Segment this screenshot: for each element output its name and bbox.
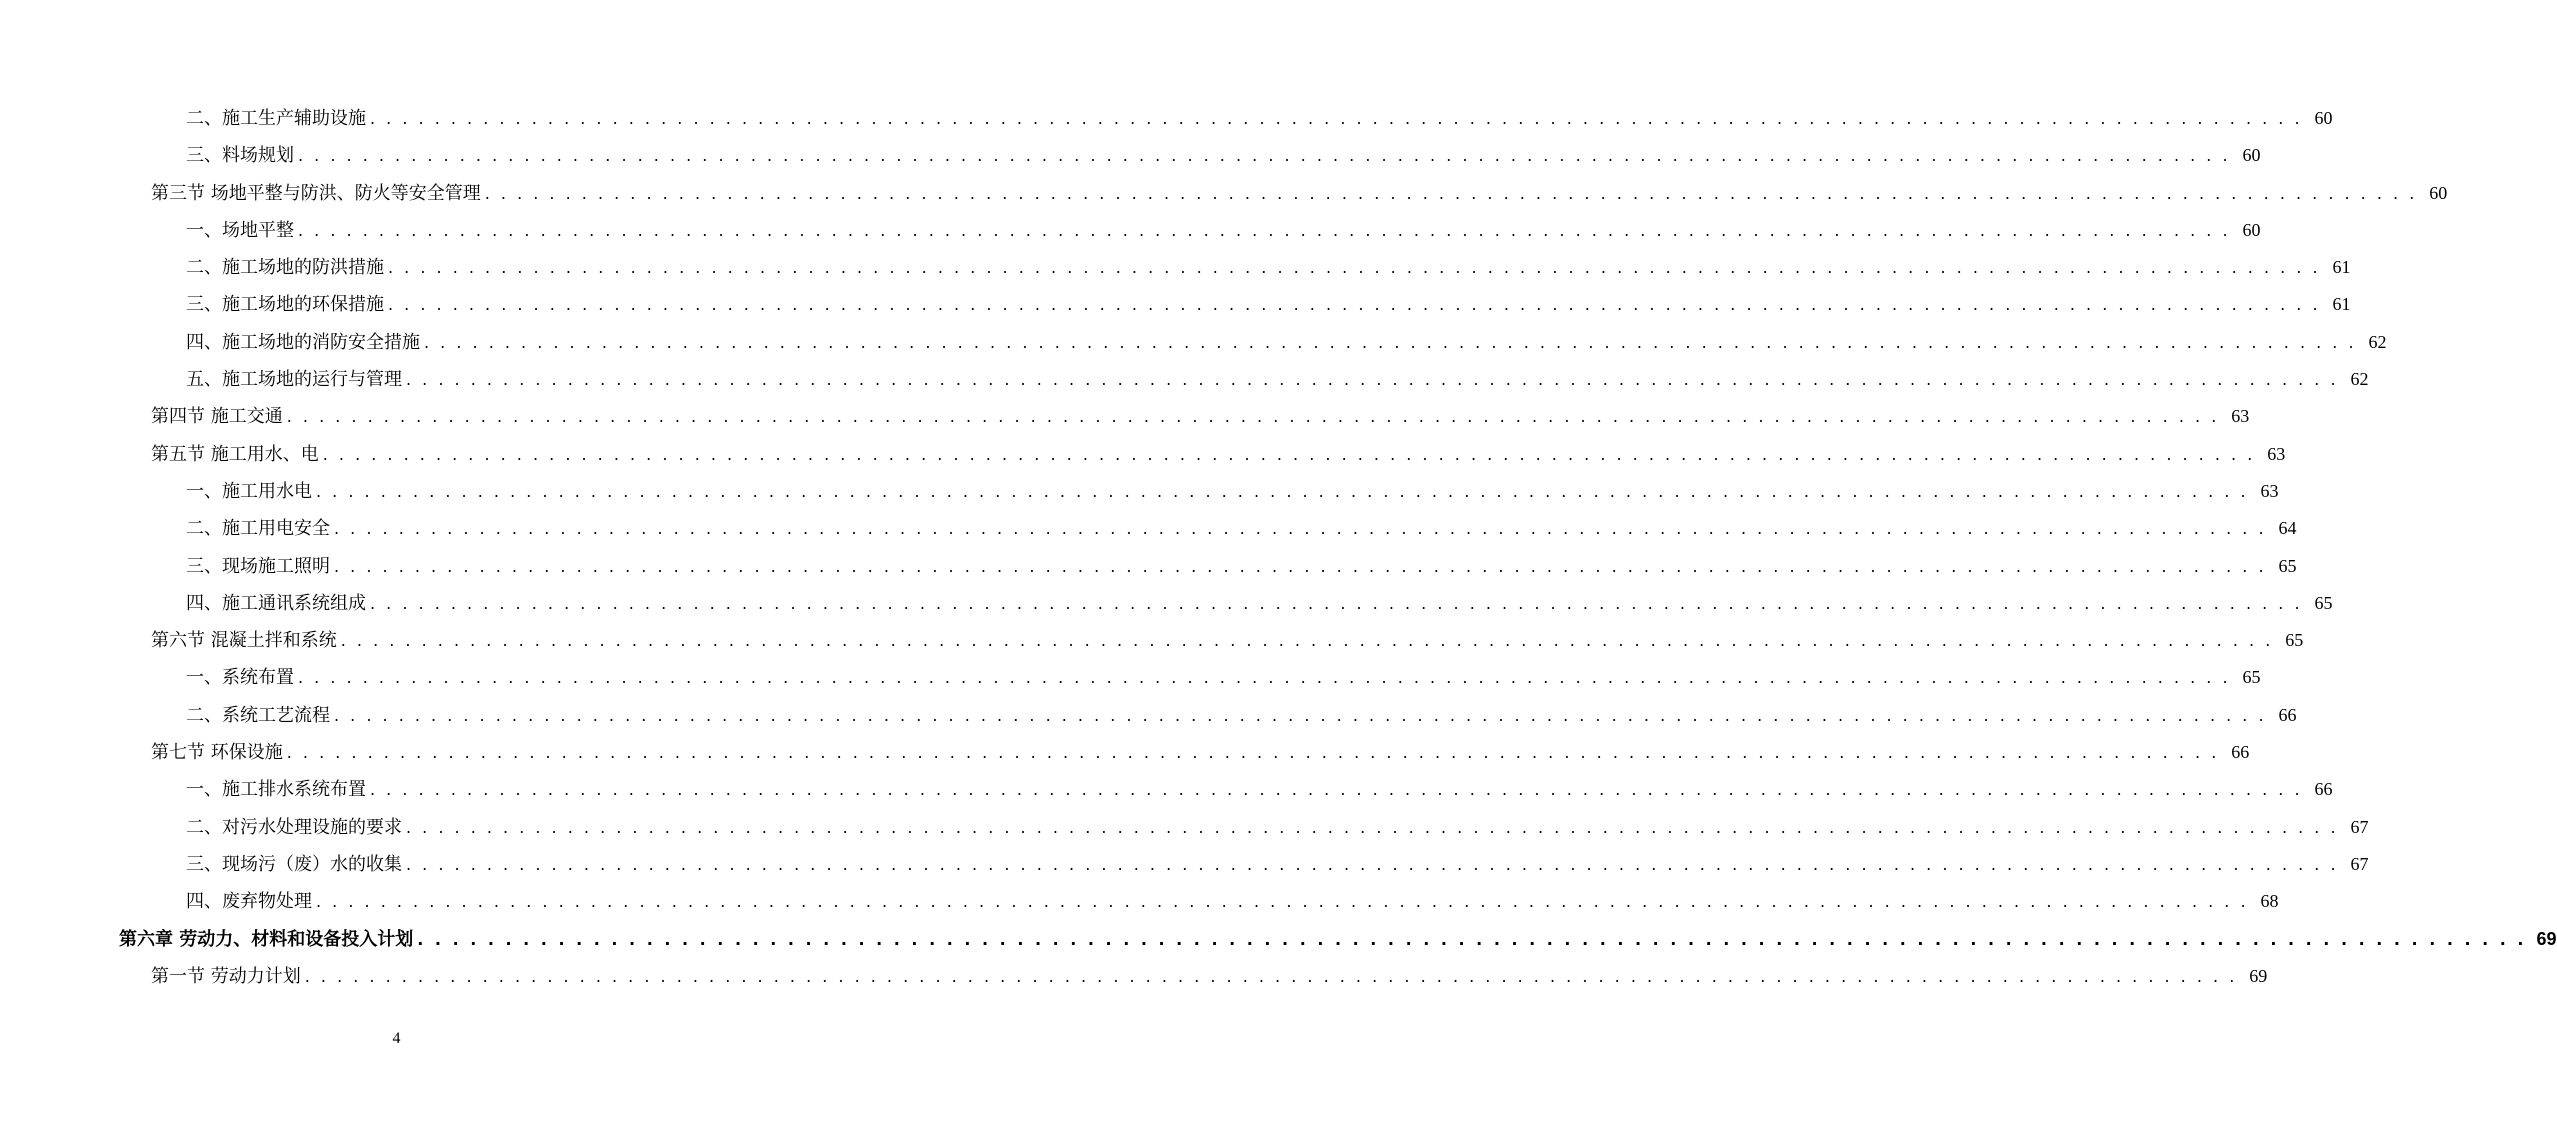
toc-entry-page: 60 [2314,108,2333,128]
toc-entry-label: 第五节 施工用水、电 [151,443,319,465]
toc-entry-label: 二、系统工艺流程 [186,704,330,726]
toc-entry-page: 69 [2249,965,2268,986]
toc-subsection-entry [0,473,2279,510]
toc-section-entry [0,734,2250,771]
toc-entry-label: 二、施工用电安全 [186,518,330,540]
toc-dot-leader: . . . . . . . . . . . . . . . . . . . . . . . . . . . . . . . . . . . . . . . . . . . . . . . . . . . . . . . . . . . . . . . . . . . . . . . . . . . . . . . . . . . . . . . . . . . . . . . . . . . . . . . . . . . . . . . . . . . . . . . . [424,332,2357,352]
toc-entry-label: 三、料场规划 [186,145,294,167]
toc-dot-leader: . . . . . . . . . . . . . . . . . . . . . . . . . . . . . . . . . . . . . . . . . . . . . . . . . . . . . . . . . . . . . . . . . . . . . . . . . . . . . . . . . . . . . . . . . . . . . . . . . . . . . . . . . . . . . . . . . . . . . . . . [334,519,2267,539]
toc-subsection-entry [0,548,2297,585]
toc-entry-label: 第六章 劳动力、材料和设备投入计划 [119,928,414,950]
table-of-contents [0,100,2557,995]
toc-dot-leader: . . . . . . . . . . . . . . . . . . . . . . . . . . . . . . . . . . . . . . . . . . . . . . . . . . . . . . . . . . . . . . . . . . . . . . . . . . . . . . . . . . . . . . . . . . . . . . . . . . . . . . . . . . . . . . . . . . . . . . . . [370,780,2303,800]
toc-entry-page: 63 [2231,406,2250,427]
toc-dot-leader: . . . . . . . . . . . . . . . . . . . . . . . . . . . . . . . . . . . . . . . . . . . . . . . . . . . . . . . . . . . . . . . . . . . . . . . . . . . . . . . . . . . . . . . . . . . . . . . . . . . . . . . . . . . . . . . . . . . . . . . . [340,631,2274,651]
toc-entry-label: 三、施工场地的环保措施 [186,294,384,316]
toc-entry-label: 四、施工通讯系统组成 [186,592,366,614]
toc-entry-page: 67 [2350,853,2369,874]
toc-entry-label: 一、施工排水系统布置 [186,779,366,801]
toc-section-entry [0,958,2268,995]
toc-entry-label: 一、场地平整 [186,219,294,241]
toc-subsection-entry [0,249,2351,286]
toc-entry-page: 68 [2260,891,2279,912]
toc-dot-leader: . . . . . . . . . . . . . . . . . . . . . . . . . . . . . . . . . . . . . . . . . . . . . . . . . . . . . . . . . . . . . . . . . . . . . . . . . . . . . . . . . . . . . . . . . . . . . . . . . . . . . . . . . . . . . . . . . . . . . . . . [370,109,2303,128]
toc-entry-page: 66 [2231,742,2250,763]
toc-dot-leader: . . . . . . . . . . . . . . . . . . . . . . . . . . . . . . . . . . . . . . . . . . . . . . . . . . . . . . . . . . . . . . . . . . . . . . . . . . . . . . . . . . . . . . . . . . . . . . . . . . . . . . . . . . . . . . . . . . . . . . . . [298,220,2231,240]
toc-entry-label: 三、现场污（废）水的收集 [186,853,402,875]
toc-subsection-entry [0,771,2333,808]
toc-entry-label: 五、施工场地的运行与管理 [186,369,402,391]
toc-dot-leader: . . . . . . . . . . . . . . . . . . . . . . . . . . . . . . . . . . . . . . . . . . . . . . . . . . . . . . . . . . . . . . . . . . . . . . . . . . . . . . . . . . . . . . . . . . . . . . . . . . . . . . . . . . . . . . . . . . . . . . . . [388,258,2321,278]
toc-entry-label: 第七节 环保设施 [151,742,283,764]
toc-subsection-entry [0,585,2333,622]
toc-dot-leader: . . . . . . . . . . . . . . . . . . . . . . . . . . . . . . . . . . . . . . . . . . . . . . . . . . . . . . . . . . . . . . . . . . . . . . . . . . . . . . . . . . . . . . . . . . . . . . . . . . . . . . . . . . . . . . . . . . . . . . . . [316,481,2249,501]
toc-subsection-entry [0,100,2333,137]
toc-entry-label: 第三节 场地平整与防洪、防火等安全管理 [151,182,481,204]
toc-subsection-entry [0,659,2261,696]
toc-section-entry [0,398,2250,435]
toc-entry-page: 66 [2314,779,2333,800]
toc-dot-leader: . . . . . . . . . . . . . . . . . . . . . . . . . . . . . . . . . . . . . . . . . . . . . . . . . . . . . . . . . . . . . . . . . . . . . . . . . . . . . . . . . . . . . . . . . . . . . . . . . . . . . . . . . . . . . . . . . . . . . . . . [322,444,2256,464]
toc-entry-label: 二、施工生产辅助设施 [186,108,366,129]
toc-entry-page: 60 [2429,182,2448,203]
toc-entry-label: 二、对污水处理设施的要求 [186,816,402,838]
toc-dot-leader: . . . . . . . . . . . . . . . . . . . . . . . . . . . . . . . . . . . . . . . . . . . . . . . . . . . . . . . . . . . . . . . . . . . . . . . . . . . . . . . . . . . . . . . . . . . . . . . . . . . . . . . . . . . . . . . . . . . . . . . . [370,593,2303,613]
toc-entry-page: 61 [2332,257,2351,278]
toc-entry-page: 61 [2332,294,2351,315]
toc-entry-label: 一、施工用水电 [186,480,312,502]
toc-dot-leader: . . . . . . . . . . . . . . . . . . . . . . . . . . . . . . . . . . . . . . . . . . . . . . . . . . . . . . . . . . . . . . . . . . . . . . . . . . . . . . . . . . . . . . . . . . . . . . . . . . . . . . . . . . . . . . . . . . . . . . . . [298,668,2231,688]
toc-entry-page: 62 [2350,369,2369,390]
toc-section-entry [0,175,2448,212]
toc-dot-leader: . . . . . . . . . . . . . . . . . . . . . . . . . . . . . . . . . . . . . . . . . . . . . . . . . . . . . . . . . . . . . . . . . . . . . . . . . . . . . . . . . . . . . . . . . . . . . . . . . . . . . . . . . . . . . . . . . . . . . . . . [316,892,2249,912]
toc-entry-page: 66 [2278,704,2297,725]
toc-dot-leader: . . . . . . . . . . . . . . . . . . . . . . . . . . . . . . . . . . . . . . . . . . . . . . . . . . . . . . . . . . . . . . . . . . . . . . . . . . . . . . . . . . . . . . . . . . . . . . . . . . . . . . . . . . . . . . . . . . . . . . . . [484,183,2418,203]
toc-entry-label: 三、现场施工照明 [186,555,330,577]
toc-dot-leader: . . . . . . . . . . . . . . . . . . . . . . . . . . . . . . . . . . . . . . . . . . . . . . . . . . . . . . . . . . . . . . . . . . . . . . . . . . . . . . . . . . . . . . . . . . . . . . . . . . . . . . . . . . . . . . . . . . . . . . . . [388,295,2321,315]
toc-section-entry [0,622,2304,659]
toc-entry-page: 60 [2242,219,2261,240]
toc-dot-leader: . . . . . . . . . . . . . . . . . . . . . . . . . . . . . . . . . . . . . . . . . . . . . . . . . . . . . . . . . . . . . . . . . . . . . . . . . . . . . . . . . . . . . . . . . . . . . . . . . . . . . . . . . . . . . . . . . . . . . . . . [406,854,2339,874]
toc-entry-page: 64 [2278,518,2297,539]
toc-subsection-entry [0,697,2297,734]
toc-dot-leader: . . . . . . . . . . . . . . . . . . . . . . . . . . . . . . . . . . . . . . . . . . . . . . . . . . . . . . . . . . . . . . . . . . . . . . . . . . . . . . . . . . . . . . . . . . . . . . . . . . . . . . . . . . . . . . . . . . . . . . . . [298,146,2231,166]
toc-entry-page: 65 [2314,592,2333,613]
toc-entry-label: 二、施工场地的防洪措施 [186,257,384,279]
toc-entry-label: 一、系统布置 [186,667,294,689]
toc-subsection-entry [0,510,2297,547]
toc-entry-label: 四、废弃物处理 [186,891,312,913]
toc-entry-page: 62 [2368,331,2387,352]
toc-subsection-entry [0,212,2261,249]
toc-dot-leader: . . . . . . . . . . . . . . . . . . . . . . . . . . . . . . . . . . . . . . . . . . . . . . . . . . . . . . . . . . . . . . . . . . . . . . . . . . . . . . . . . . . . . . . . . . . . . . . . . . . . . . . . . . . . . . . . . . . . . . . . [417,929,2527,949]
toc-dot-leader: . . . . . . . . . . . . . . . . . . . . . . . . . . . . . . . . . . . . . . . . . . . . . . . . . . . . . . . . . . . . . . . . . . . . . . . . . . . . . . . . . . . . . . . . . . . . . . . . . . . . . . . . . . . . . . . . . . . . . . . . [406,817,2339,837]
toc-dot-leader: . . . . . . . . . . . . . . . . . . . . . . . . . . . . . . . . . . . . . . . . . . . . . . . . . . . . . . . . . . . . . . . . . . . . . . . . . . . . . . . . . . . . . . . . . . . . . . . . . . . . . . . . . . . . . . . . . . . . . . . . [334,556,2267,576]
toc-dot-leader: . . . . . . . . . . . . . . . . . . . . . . . . . . . . . . . . . . . . . . . . . . . . . . . . . . . . . . . . . . . . . . . . . . . . . . . . . . . . . . . . . . . . . . . . . . . . . . . . . . . . . . . . . . . . . . . . . . . . . . . . [334,705,2267,725]
toc-section-entry [0,436,2286,473]
toc-subsection-entry [0,137,2261,174]
toc-dot-leader: . . . . . . . . . . . . . . . . . . . . . . . . . . . . . . . . . . . . . . . . . . . . . . . . . . . . . . . . . . . . . . . . . . . . . . . . . . . . . . . . . . . . . . . . . . . . . . . . . . . . . . . . . . . . . . . . . . . . . . . . [304,966,2238,986]
toc-subsection-entry [0,361,2369,398]
toc-entry-page: 69 [2536,928,2557,949]
toc-subsection-entry [0,846,2369,883]
toc-subsection-entry [0,324,2387,361]
toc-entry-page: 67 [2350,816,2369,837]
toc-subsection-entry [0,286,2351,323]
page-number: 4 [392,1030,401,1047]
toc-entry-label: 第一节 劳动力计划 [151,965,301,987]
toc-entry-page: 63 [2267,443,2286,464]
toc-entry-page: 63 [2260,480,2279,501]
toc-entry-page: 65 [2278,555,2297,576]
toc-dot-leader: . . . . . . . . . . . . . . . . . . . . . . . . . . . . . . . . . . . . . . . . . . . . . . . . . . . . . . . . . . . . . . . . . . . . . . . . . . . . . . . . . . . . . . . . . . . . . . . . . . . . . . . . . . . . . . . . . . . . . . . . [286,743,2220,763]
toc-subsection-entry [0,809,2369,846]
toc-chapter-entry [0,921,2557,958]
toc-entry-page: 65 [2242,667,2261,688]
toc-dot-leader: . . . . . . . . . . . . . . . . . . . . . . . . . . . . . . . . . . . . . . . . . . . . . . . . . . . . . . . . . . . . . . . . . . . . . . . . . . . . . . . . . . . . . . . . . . . . . . . . . . . . . . . . . . . . . . . . . . . . . . . . [286,407,2220,427]
toc-entry-page: 65 [2285,630,2304,651]
toc-entry-label: 第四节 施工交通 [151,406,283,428]
toc-entry-page: 60 [2242,145,2261,166]
toc-subsection-entry [0,883,2279,920]
toc-entry-label: 第六节 混凝土拌和系统 [151,630,337,652]
toc-dot-leader: . . . . . . . . . . . . . . . . . . . . . . . . . . . . . . . . . . . . . . . . . . . . . . . . . . . . . . . . . . . . . . . . . . . . . . . . . . . . . . . . . . . . . . . . . . . . . . . . . . . . . . . . . . . . . . . . . . . . . . . . [406,370,2339,390]
toc-entry-label: 四、施工场地的消防安全措施 [186,331,420,353]
